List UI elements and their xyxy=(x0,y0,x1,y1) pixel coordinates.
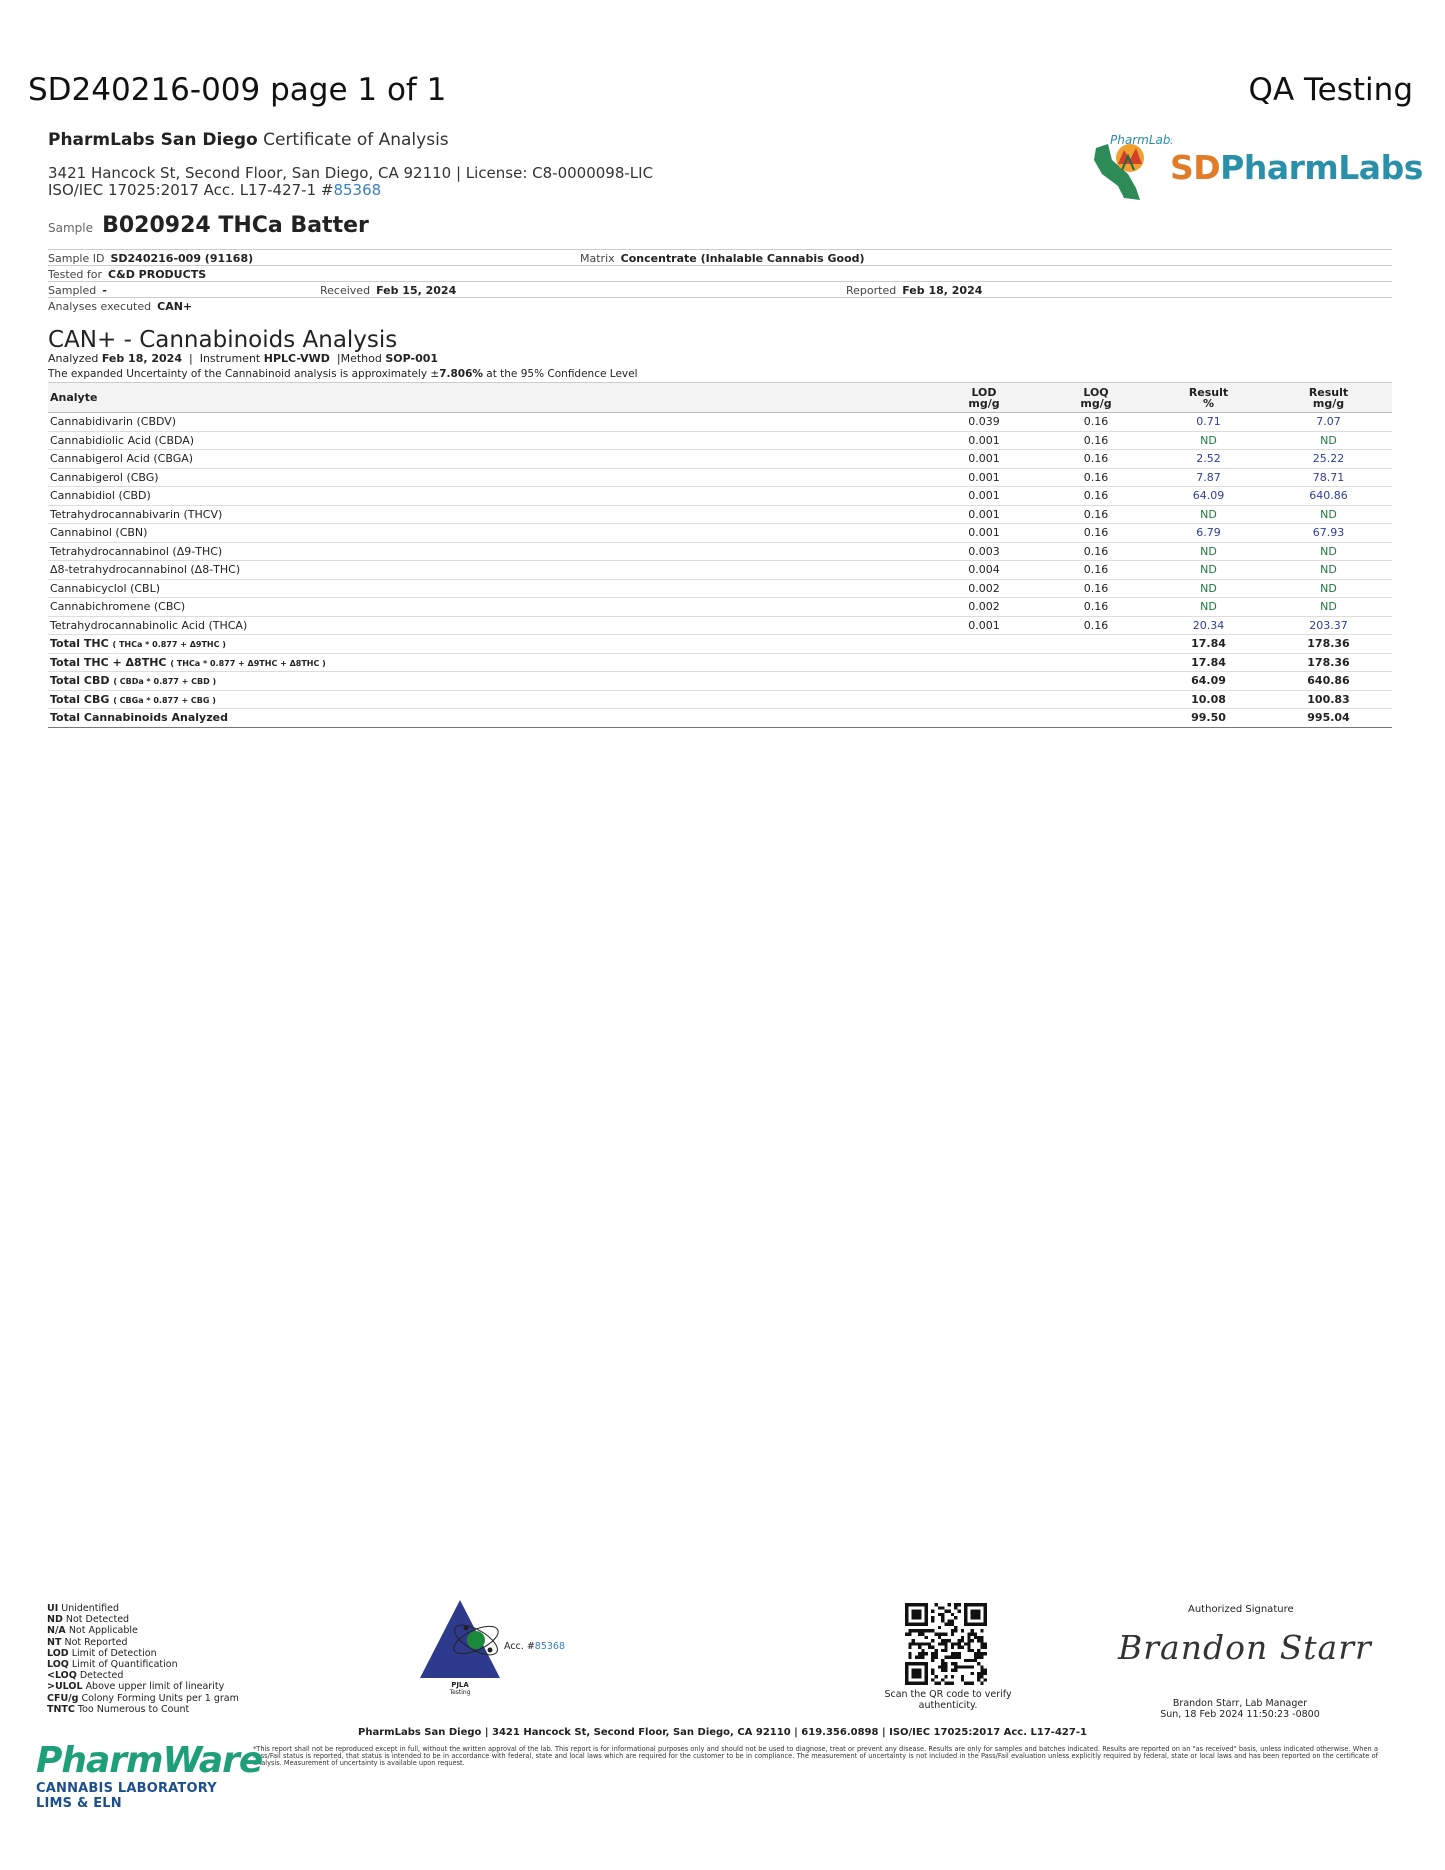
sample-label: Sample xyxy=(48,221,93,235)
col-result-pct-label: Result xyxy=(1188,385,1229,399)
col-loq-label: LOQ xyxy=(1083,385,1109,399)
col-result-pct xyxy=(1152,383,1265,413)
instrument-value: HPLC-VWD xyxy=(263,352,330,365)
sdpharmlabs-logo xyxy=(1088,130,1423,210)
legend-abbr: LOD xyxy=(47,1647,69,1659)
total-formula: ( CBDa * 0.877 + CBD ) xyxy=(113,677,217,687)
total-mg-value: 178.36 xyxy=(1265,635,1392,654)
loq-value: 0.16 xyxy=(1040,468,1152,487)
table-row xyxy=(48,561,1392,580)
legend-abbr: LOQ xyxy=(47,1659,69,1671)
total-name: Total Cannabinoids Analyzed xyxy=(50,711,228,725)
legend-item xyxy=(47,1681,239,1692)
loq-empty xyxy=(1040,690,1152,709)
lod-empty xyxy=(928,672,1040,691)
total-pct-value: 10.08 xyxy=(1152,690,1265,709)
abbreviation-legend xyxy=(47,1603,239,1715)
california-map-icon xyxy=(1088,130,1172,206)
legend-abbr: N/A xyxy=(47,1625,66,1637)
analyte-name: Cannabigerol Acid (CBGA) xyxy=(48,450,928,469)
total-name: Total THC + Δ8THC xyxy=(50,655,167,669)
legend-item xyxy=(47,1625,239,1636)
results-body xyxy=(48,413,1392,728)
lab-address-block xyxy=(48,165,653,199)
analyte-name: Tetrahydrocannabinolic Acid (THCA) xyxy=(48,616,928,635)
tested-for-value: C&D PRODUCTS xyxy=(108,268,207,281)
legend-text: Colony Forming Units per 1 gram xyxy=(81,1692,239,1704)
cannabinoid-results-table xyxy=(48,382,1392,728)
legend-abbr: CFU/g xyxy=(47,1692,79,1704)
total-name: Total CBD xyxy=(50,674,110,688)
lod-value: 0.039 xyxy=(928,413,1040,432)
total-pct-value: 17.84 xyxy=(1152,635,1265,654)
legend-text: Too Numerous to Count xyxy=(77,1703,190,1715)
result-pct-value: ND xyxy=(1152,505,1265,524)
analyzed-label: Analyzed xyxy=(48,352,99,365)
loq-empty xyxy=(1040,709,1152,728)
result-mg-value: ND xyxy=(1265,561,1392,580)
sample-name: B020924 THCa Batter xyxy=(102,213,369,238)
pharmware-logo xyxy=(36,1740,263,1811)
legend-item xyxy=(47,1670,239,1681)
lod-empty xyxy=(928,653,1040,672)
logo-wordmark xyxy=(1170,148,1423,187)
analysis-title: CAN+ - Cannabinoids Analysis xyxy=(48,327,398,353)
table-row xyxy=(48,524,1392,543)
loq-empty xyxy=(1040,653,1152,672)
analyte-name: Cannabidivarin (CBDV) xyxy=(48,413,928,432)
verification-qr-code[interactable] xyxy=(905,1603,987,1685)
lod-value: 0.001 xyxy=(928,616,1040,635)
lod-empty xyxy=(928,635,1040,654)
total-mg-value: 995.04 xyxy=(1265,709,1392,728)
legend-text: Limit of Detection xyxy=(71,1647,157,1659)
lab-title-line xyxy=(48,130,449,150)
lod-empty xyxy=(928,690,1040,709)
doc-type: Certificate of Analysis xyxy=(263,130,449,150)
total-pct-value: 99.50 xyxy=(1152,709,1265,728)
method-value: SOP-001 xyxy=(385,352,439,365)
total-name-cell xyxy=(48,672,928,691)
lab-address: 3421 Hancock St, Second Floor, San Diego, CA 92110 | License: C8-0000098-LIC xyxy=(48,164,654,182)
info-row-dates xyxy=(48,281,1392,297)
result-pct-value: 0.71 xyxy=(1152,413,1265,432)
lod-value: 0.002 xyxy=(928,579,1040,598)
analyte-name: Tetrahydrocannabinol (Δ9-THC) xyxy=(48,542,928,561)
result-mg-value: 67.93 xyxy=(1265,524,1392,543)
col-result-mg-unit: mg/g xyxy=(1312,396,1345,410)
logo-arc-text: PharmLabs xyxy=(1110,133,1172,147)
legend-text: Not Applicable xyxy=(68,1625,138,1637)
col-lod-unit: mg/g xyxy=(968,396,1000,410)
table-row xyxy=(48,598,1392,617)
matrix-value: Concentrate (Inhalable Cannabis Good) xyxy=(620,252,865,265)
reported-label: Reported xyxy=(846,284,897,297)
pjla-sub: Testing xyxy=(449,1689,471,1696)
total-pct-value: 17.84 xyxy=(1152,653,1265,672)
signer-info xyxy=(1130,1698,1350,1720)
info-row-tested-for xyxy=(48,265,1392,281)
result-pct-value: 6.79 xyxy=(1152,524,1265,543)
legend-text: Limit of Quantification xyxy=(71,1659,178,1671)
accreditation-link[interactable]: 85368 xyxy=(333,181,382,199)
method-label: Method xyxy=(340,352,382,365)
loq-value: 0.16 xyxy=(1040,431,1152,450)
uncertainty-value: 7.806% xyxy=(439,368,483,380)
table-row xyxy=(48,487,1392,506)
analyte-name: Cannabidiolic Acid (CBDA) xyxy=(48,431,928,450)
info-row-sample-id xyxy=(48,249,1392,265)
total-formula: ( THCa * 0.877 + Δ9THC ) xyxy=(112,640,226,650)
uncertainty-suffix: at the 95% Confidence Level xyxy=(482,368,638,380)
uncertainty-note xyxy=(48,368,638,380)
total-name: Total CBG xyxy=(50,692,110,706)
analyte-name: Cannabigerol (CBG) xyxy=(48,468,928,487)
result-mg-value: ND xyxy=(1265,542,1392,561)
qr-caption: Scan the QR code to verify authenticity. xyxy=(884,1689,1012,1711)
analyte-name: Cannabicyclol (CBL) xyxy=(48,579,928,598)
received-label: Received xyxy=(320,284,371,297)
col-analyte: Analyte xyxy=(48,383,928,413)
col-lod-label: LOD xyxy=(971,385,997,399)
total-name-cell xyxy=(48,653,928,672)
lod-value: 0.001 xyxy=(928,505,1040,524)
legend-abbr: NT xyxy=(47,1636,62,1648)
loq-empty xyxy=(1040,635,1152,654)
col-lod xyxy=(928,383,1040,413)
loq-empty xyxy=(1040,672,1152,691)
legal-disclaimer: *This report shall not be reproduced except in full, without the written approval of the lab. This report is for informational purposes only and should not be used to diagnose, treat or prevent any disease. Results are only for samples and batches indicated. Results are reported on an "as received" basis, unless indicated otherwise. When a Pass/Fail status is reported, that status is intended to be in accordance with federal, state and local laws which are required for the customer to be in compliance. The measurement of uncertainty is not included in the Pass/Fail evaluation unless explicitly required by federal, state or local laws and has been reported on the certificate of analysis. Measurement of uncertainty is available upon request. xyxy=(253,1745,1378,1768)
table-row xyxy=(48,450,1392,469)
total-name-cell xyxy=(48,709,928,728)
signer-name: Brandon Starr, Lab Manager xyxy=(1172,1698,1308,1709)
lod-value: 0.004 xyxy=(928,561,1040,580)
result-mg-value: ND xyxy=(1265,505,1392,524)
pharmware-wordmark: PharmWare xyxy=(36,1740,263,1781)
analyte-name: Δ8-tetrahydrocannabinol (Δ8-THC) xyxy=(48,561,928,580)
result-pct-value: ND xyxy=(1152,579,1265,598)
handwritten-signature: Brandon Starr xyxy=(1118,1628,1372,1667)
total-row xyxy=(48,709,1392,728)
tested-for-label: Tested for xyxy=(48,268,103,281)
result-pct-value: ND xyxy=(1152,598,1265,617)
total-row xyxy=(48,672,1392,691)
sample-id-value: SD240216-009 (91168) xyxy=(110,252,254,265)
pjla-acc-link[interactable]: 85368 xyxy=(534,1641,566,1652)
lod-value: 0.001 xyxy=(928,524,1040,543)
pharmware-tagline: CANNABIS LABORATORY LIMS & ELN xyxy=(36,1781,217,1811)
result-mg-value: 25.22 xyxy=(1265,450,1392,469)
matrix-label: Matrix xyxy=(580,252,615,265)
legend-abbr: <LOQ xyxy=(47,1670,77,1682)
legend-text: Detected xyxy=(79,1670,124,1682)
lab-iso-line xyxy=(48,182,653,199)
result-mg-value: ND xyxy=(1265,598,1392,617)
total-pct-value: 64.09 xyxy=(1152,672,1265,691)
table-row xyxy=(48,579,1392,598)
loq-value: 0.16 xyxy=(1040,487,1152,506)
table-row xyxy=(48,616,1392,635)
pjla-acc-prefix: Acc. # xyxy=(504,1641,535,1652)
result-pct-value: ND xyxy=(1152,561,1265,580)
legend-text: Not Reported xyxy=(64,1636,128,1648)
analysis-meta: Analyzed Feb 18, 2024 | Instrument HPLC-VWD |Method SOP-001 xyxy=(48,352,439,365)
legend-item xyxy=(47,1614,239,1625)
total-name-cell xyxy=(48,690,928,709)
received-value: Feb 15, 2024 xyxy=(376,284,457,297)
legend-item xyxy=(47,1603,239,1614)
result-mg-value: 640.86 xyxy=(1265,487,1392,506)
legend-item xyxy=(47,1637,239,1648)
result-pct-value: ND xyxy=(1152,542,1265,561)
legend-item xyxy=(47,1648,239,1659)
authorized-signature-label: Authorized Signature xyxy=(1188,1604,1294,1615)
iso-prefix: ISO/IEC 17025:2017 Acc. L17-427-1 # xyxy=(48,181,334,199)
analyte-name: Cannabichromene (CBC) xyxy=(48,598,928,617)
result-pct-value: 2.52 xyxy=(1152,450,1265,469)
total-mg-value: 640.86 xyxy=(1265,672,1392,691)
legend-text: Above upper limit of linearity xyxy=(85,1681,225,1693)
total-row xyxy=(48,690,1392,709)
loq-value: 0.16 xyxy=(1040,505,1152,524)
lab-name: PharmLabs San Diego xyxy=(48,130,258,150)
analyzed-value: Feb 18, 2024 xyxy=(101,352,182,365)
reported-value: Feb 18, 2024 xyxy=(902,284,983,297)
pjla-text xyxy=(445,1681,475,1697)
total-formula: ( CBGa * 0.877 + CBG ) xyxy=(113,695,216,705)
lod-value: 0.002 xyxy=(928,598,1040,617)
legend-text: Not Detected xyxy=(65,1614,130,1626)
result-mg-value: 78.71 xyxy=(1265,468,1392,487)
analyses-value: CAN+ xyxy=(157,300,193,313)
result-mg-value: ND xyxy=(1265,579,1392,598)
col-loq-unit: mg/g xyxy=(1080,396,1112,410)
lod-value: 0.001 xyxy=(928,487,1040,506)
col-result-mg-label: Result xyxy=(1308,385,1349,399)
sampled-label: Sampled xyxy=(48,284,97,297)
result-pct-value: 20.34 xyxy=(1152,616,1265,635)
col-result-mg xyxy=(1265,383,1392,413)
loq-value: 0.16 xyxy=(1040,616,1152,635)
table-row xyxy=(48,413,1392,432)
loq-value: 0.16 xyxy=(1040,542,1152,561)
pjla-name: PJLA xyxy=(451,1681,469,1689)
pjla-acc-line xyxy=(504,1641,565,1652)
lod-value: 0.001 xyxy=(928,450,1040,469)
table-row xyxy=(48,505,1392,524)
result-mg-value: 203.37 xyxy=(1265,616,1392,635)
qa-testing-label: QA Testing xyxy=(1248,72,1413,108)
analyte-name: Cannabidiol (CBD) xyxy=(48,487,928,506)
uncertainty-prefix: The expanded Uncertainty of the Cannabinoid analysis is approximately ± xyxy=(48,368,440,380)
instrument-label: Instrument xyxy=(199,352,261,365)
legend-item xyxy=(47,1693,239,1704)
sample-heading xyxy=(48,213,369,238)
table-row xyxy=(48,431,1392,450)
table-row xyxy=(48,468,1392,487)
total-row xyxy=(48,635,1392,654)
loq-value: 0.16 xyxy=(1040,579,1152,598)
col-result-pct-unit: % xyxy=(1202,396,1215,410)
legend-abbr: ND xyxy=(47,1614,63,1626)
logo-sd: SD xyxy=(1170,148,1221,187)
total-formula: ( THCa * 0.877 + Δ9THC + Δ8THC ) xyxy=(170,658,326,668)
table-row xyxy=(48,542,1392,561)
lod-empty xyxy=(928,709,1040,728)
result-pct-value: 64.09 xyxy=(1152,487,1265,506)
loq-value: 0.16 xyxy=(1040,598,1152,617)
loq-value: 0.16 xyxy=(1040,450,1152,469)
sample-info-table xyxy=(48,249,1392,313)
total-mg-value: 100.83 xyxy=(1265,690,1392,709)
lod-value: 0.001 xyxy=(928,431,1040,450)
sampled-value: - xyxy=(102,284,107,297)
result-mg-value: 7.07 xyxy=(1265,413,1392,432)
legend-item xyxy=(47,1704,239,1715)
result-pct-value: 7.87 xyxy=(1152,468,1265,487)
total-name-cell xyxy=(48,635,928,654)
total-row xyxy=(48,653,1392,672)
total-name: Total THC xyxy=(50,637,109,651)
footer-contact-line: PharmLabs San Diego | 3421 Hancock St, Second Floor, San Diego, CA 92110 | 619.356.0898 | ISO/IEC 17025:2017 Acc. L17-427-1 xyxy=(358,1727,1087,1738)
total-mg-value: 178.36 xyxy=(1265,653,1392,672)
table-header-row xyxy=(48,383,1392,413)
loq-value: 0.16 xyxy=(1040,413,1152,432)
col-loq xyxy=(1040,383,1152,413)
analyses-label: Analyses executed xyxy=(48,300,152,313)
legend-abbr: >ULOL xyxy=(47,1681,83,1693)
legend-abbr: TNTC xyxy=(47,1703,75,1715)
legend-abbr: UI xyxy=(47,1603,59,1614)
logo-pharmlabs: PharmLabs xyxy=(1220,148,1423,187)
loq-value: 0.16 xyxy=(1040,561,1152,580)
legend-text: Unidentified xyxy=(61,1603,120,1614)
analyte-name: Cannabinol (CBN) xyxy=(48,524,928,543)
document-page-title: SD240216-009 page 1 of 1 xyxy=(28,72,447,108)
info-row-analyses xyxy=(48,297,1392,313)
legend-item xyxy=(47,1659,239,1670)
signed-datetime: Sun, 18 Feb 2024 11:50:23 -0800 xyxy=(1160,1709,1320,1720)
lod-value: 0.003 xyxy=(928,542,1040,561)
result-mg-value: ND xyxy=(1265,431,1392,450)
lod-value: 0.001 xyxy=(928,468,1040,487)
loq-value: 0.16 xyxy=(1040,524,1152,543)
result-pct-value: ND xyxy=(1152,431,1265,450)
sample-id-label: Sample ID xyxy=(48,252,105,265)
analyte-name: Tetrahydrocannabivarin (THCV) xyxy=(48,505,928,524)
